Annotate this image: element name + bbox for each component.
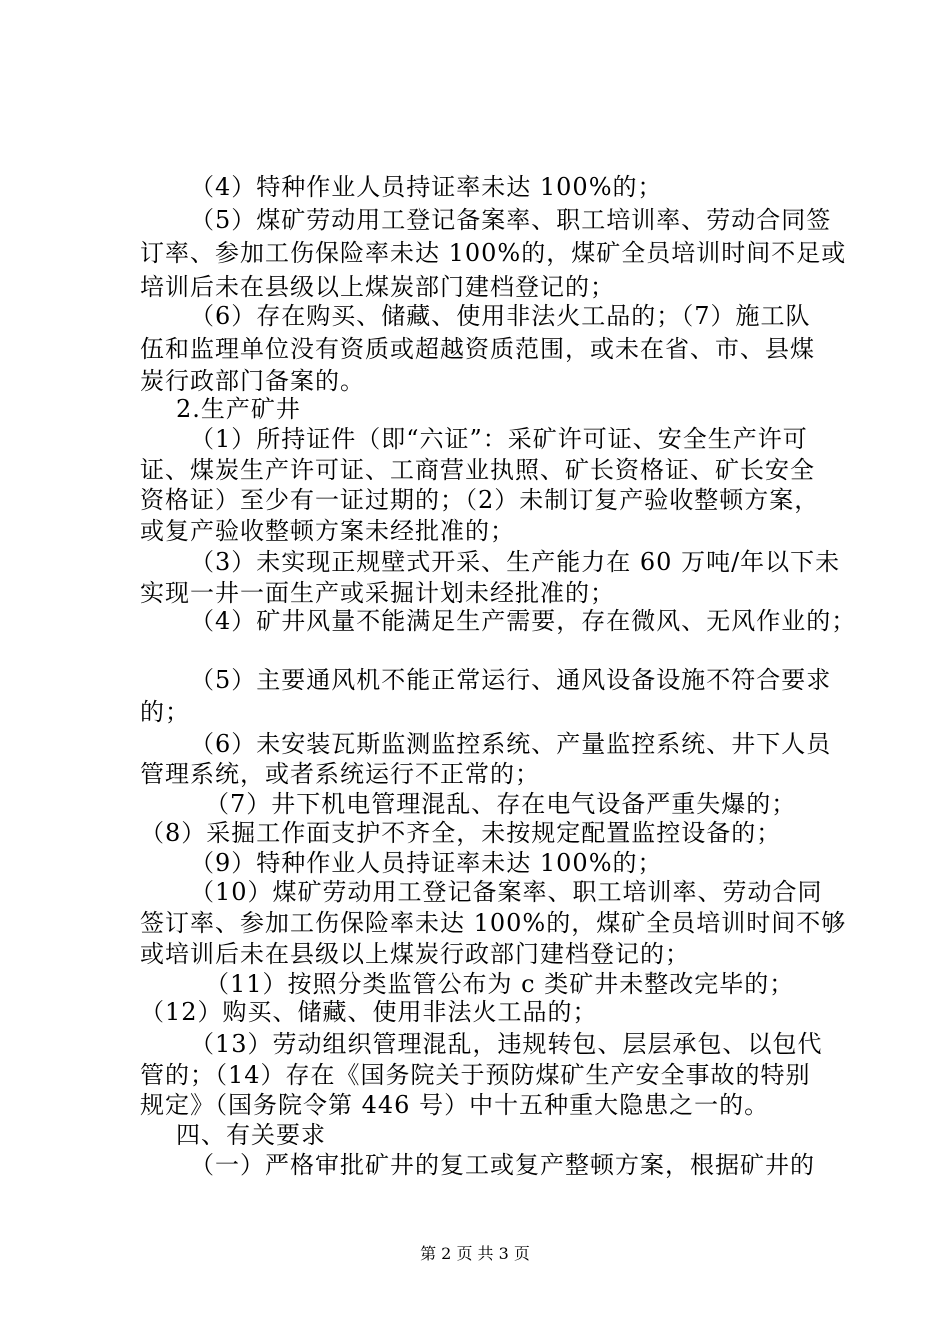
page-footer: 第 2 页 共 3 页 — [420, 1244, 530, 1263]
text-line: （4）矿井风量不能满足生产需要，存在微风、无风作业的； — [190, 607, 857, 635]
text-line: （6）存在购买、储藏、使用非法火工品的；（7）施工队 — [190, 302, 811, 330]
text-line: 管理系统，或者系统运行不正常的； — [140, 760, 540, 788]
text-line: （12）购买、储藏、使用非法火工品的； — [140, 998, 598, 1026]
text-line: 资格证）至少有一证过期的；（2）未制订复产验收整顿方案， — [140, 486, 820, 514]
text-line: （11）按照分类监管公布为 c 类矿井未整改完毕的； — [205, 970, 795, 998]
text-line: （5）煤矿劳动用工登记备案率、职工培训率、劳动合同签 — [190, 206, 832, 234]
text-line: 规定》（国务院令第 446 号）中十五种重大隐患之一的。 — [140, 1091, 770, 1119]
text-line: （9）特种作业人员持证率未达 100%的； — [190, 849, 663, 877]
text-line: 管的；（14）存在《国务院关于预防煤矿生产安全事故的特别 — [140, 1061, 811, 1089]
text-line: （13）劳动组织管理混乱，违规转包、层层承包、以包代 — [190, 1030, 823, 1058]
section-heading: 四、有关要求 — [176, 1121, 326, 1149]
text-line: （3）未实现正规壁式开采、生产能力在 60 万吨/年以下未 — [190, 548, 841, 576]
text-line: 或培训后未在县级以上煤炭行政部门建档登记的； — [140, 940, 690, 968]
text-line: 证、煤炭生产许可证、工商营业执照、矿长资格证、矿长安全 — [140, 456, 815, 484]
text-line: 培训后未在县级以上煤炭部门建档登记的； — [140, 273, 615, 301]
section-heading: 2.生产矿井 — [176, 395, 301, 423]
text-line: （8）采掘工作面支护不齐全，未按规定配置监控设备的； — [140, 819, 782, 847]
text-line: （5）主要通风机不能正常运行、通风设备设施不符合要求 — [190, 666, 832, 694]
text-line: （4）特种作业人员持证率未达 100%的； — [190, 173, 663, 201]
text-line: 签订率、参加工伤保险率未达 100%的，煤矿全员培训时间不够 — [140, 909, 847, 937]
text-line: （1）所持证件（即“六证”：采矿许可证、安全生产许可 — [190, 425, 808, 453]
text-line: 实现一井一面生产或采掘计划未经批准的； — [140, 579, 615, 607]
text-line: （7）井下机电管理混乱、存在电气设备严重失爆的； — [205, 790, 797, 818]
text-line: 或复产验收整顿方案未经批准的； — [140, 517, 515, 545]
text-line: （10）煤矿劳动用工登记备案率、职工培训率、劳动合同 — [190, 878, 823, 906]
text-line: （一）严格审批矿井的复工或复产整顿方案，根据矿井的 — [190, 1151, 815, 1179]
text-line: 炭行政部门备案的。 — [140, 367, 365, 395]
text-line: （6）未安装瓦斯监测监控系统、产量监控系统、井下人员 — [190, 730, 832, 758]
text-line: 订率、参加工伤保险率未达 100%的，煤矿全员培训时间不足或 — [140, 239, 847, 267]
text-line: 的； — [140, 698, 190, 726]
text-line: 伍和监理单位没有资质或超越资质范围，或未在省、市、县煤 — [140, 335, 815, 363]
